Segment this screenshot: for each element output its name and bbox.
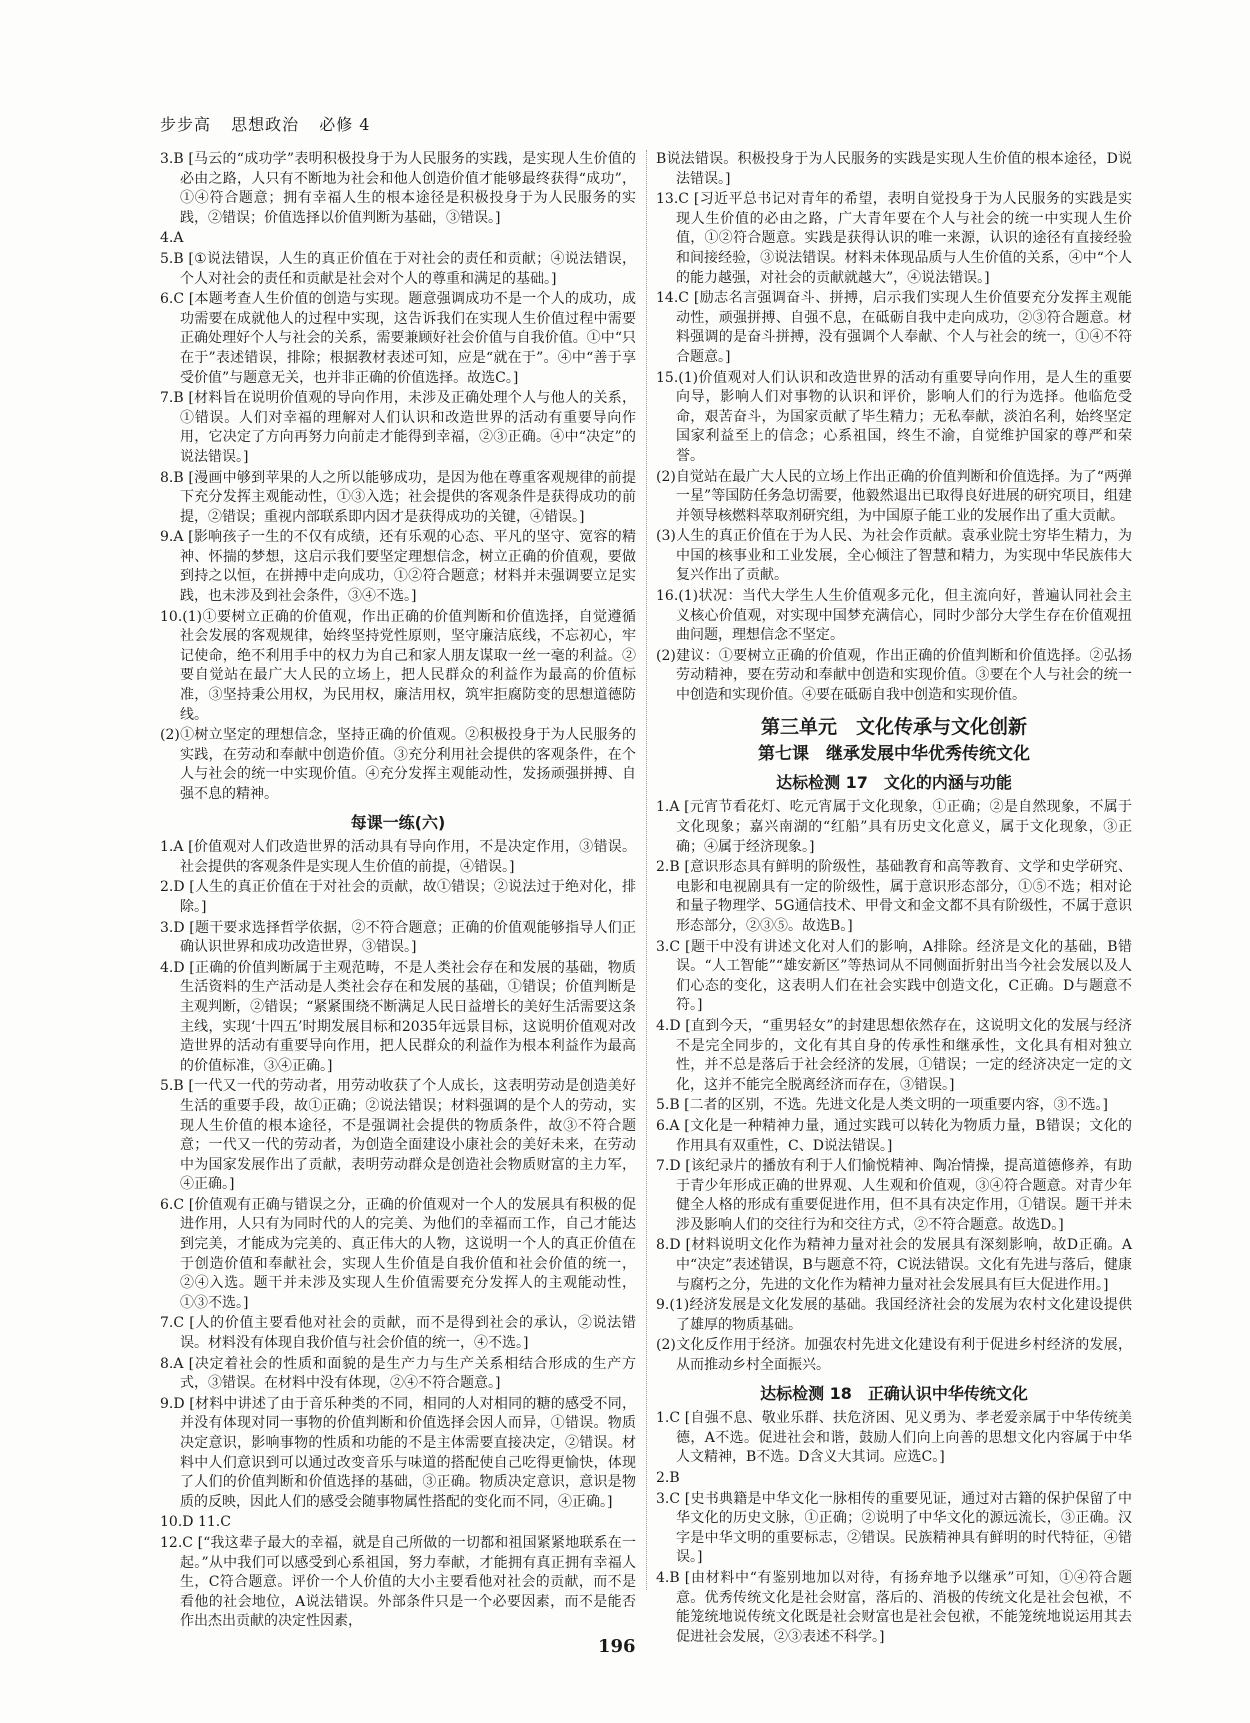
answer-item: 14.C [励志名言强调奋斗、拼搏，启示我们实现人生价值要充分发挥主观能动性，顽强拼搏、自强不息，在砥砺自我中走向成功，②③符合题意。材料强调的是奋斗拼搏，没有强调个人奉献、个人与社会的统一，①④不符合题意。] [656, 290, 1132, 365]
book-title: 步步高 [160, 115, 212, 134]
answer-item: 5.B [①说法错误，人生的真正价值在于对社会的责任和贡献；④说法错误，个人对社会的责任和贡献是社会对个人的尊重和满足的基础。] [160, 250, 636, 287]
answer-item: 2.D [人生的真正价值在于对社会的贡献，故①错误；②说法过于绝对化，排除。] [160, 879, 636, 915]
answer-item: 1.A [元宵节看花灯、吃元宵属于文化现象，①正确；②是自然现象，不属于文化现象；嘉兴南湖的“红船”具有历史文化意义，属于文化现象，③正确；④属于经济现象。] [656, 799, 1132, 855]
answer-item: 1.C [自强不息、敬业乐群、扶危济困、见义勇为、孝老爱亲属于中华传统美德，A不选。促进社会和谐，鼓励人们向上向善的思想文化内容属于中华人文精神，B不选。D含义大其词。应选C。] [656, 1410, 1132, 1466]
answer-item: 3.C [史书典籍是中华文化一脉相传的重要见证，通过对古籍的保护保留了中华文化的历史文脉，①正确；②说明了中华文化的源远流长，③正确。汉字是中华文明的重要标志，②错误。民族精神具有鲜明的时代特征，④错误。] [656, 1490, 1132, 1566]
answer-item: 10.(1)①要树立正确的价值观，作出正确的价值判断和价值选择，自觉遵循社会发展的客观规律，始终坚持党性原则，坚守廉洁底线，不忘初心，牢记使命，绝不利用手中的权力为自己和家人朋友谋取一丝一毫的利益。②要自觉站在最广大人民的立场上，把人民群众的利益作为最高的价值标准，③坚持秉公用权，为民用权，廉洁用权，筑牢拒腐防变的思想道德防线。 [160, 608, 636, 723]
answer-item: (2)文化反作用于经济。加强农村先进文化建设有利于促进乡村经济的发展，从而推动乡村全面振兴。 [656, 1337, 1132, 1374]
answer-item: (2)建议：①要树立正确的价值观，作出正确的价值判断和价值选择。②弘扬劳动精神，要在劳动和奉献中创造和实现价值。③要在个人与社会的统一中创造和实现价值。④要在砥砺自我中创造和实现价值。 [656, 647, 1132, 704]
answer-item: 10.D 11.C [160, 1514, 231, 1531]
answer-item: B说法错误。积极投身于为人民服务的实践是实现人生价值的根本途径，D说法错误。] [656, 151, 1132, 187]
lesson-heading: 第七课 继承发展中华优秀传统文化 [758, 744, 1030, 765]
answer-item: 7.C [人的价值主要看他对社会的贡献，而不是得到社会的承认，②说法错误。材料没有体现自我价值与社会价值的统一，④不选。] [160, 1315, 636, 1352]
answer-item: 2.B [656, 1470, 680, 1486]
answer-item: 3.C [题干中没有讲述文化对人们的影响，A排除。经济是文化的基础，B错误。“人工智能”“雄安新区”等热词从不同侧面折射出当今社会发展以及人们心态的变化，这表明人们在社会实践中创造文化，C正确。D与题意不符。] [656, 938, 1132, 1014]
answer-item: 13.C [习近平总书记对青年的希望，表明自觉投身于为人民服务的实践是实现人生价值的必由之路，广大青年要在个人与社会的统一中实现人生价值，①②符合题意。实践是获得认识的唯一来源，认识的途径有直接经验和间接经验，③说法错误。材料未体现品质与人生价值的关系，④中“个人的能力越强，对社会的贡献就越大”，④说法错误。] [656, 191, 1132, 286]
unit-heading: 第三单元 文化传承与文化创新 [760, 715, 1027, 738]
answer-item: 9.D [材料中讲述了由于音乐种类的不同，相同的人对相同的糖的感受不同，并没有体现对同一事物的价值判断和价值选择会因人而异，①错误。物质决定意识，影响事物的性质和功能的不是主体需要直接决定，②错误。材料中人们意识到可以通过改变音乐与味道的搭配使自己吃得更愉快，体现了人们的价值判断和价值选择的基础，③正确。物质决定意识，意识是物质的反映，因此人们的感受会随事物属性搭配的变化而不同，④正确。] [160, 1395, 636, 1510]
page-number: 196 [598, 1636, 636, 1657]
answer-item: (2)①树立坚定的理想信念，坚持正确的价值观。②积极投身于为人民服务的实践，在劳动和奉献中创造价值。③充分利用社会提供的客观条件，在个人与社会的统一中实现价值。④充分发挥主观能动性，发扬顽强拼搏、自强不息的精神。 [160, 727, 636, 802]
volume-title: 必修 4 [319, 115, 371, 134]
answer-item: 5.B [二者的区别，不选。先进文化是人类文明的一项重要内容，③不选。] [656, 1097, 1109, 1114]
answer-item: 4.D [直到今天，“重男轻女”的封建思想依然存在，这说明文化的发展与经济不是完全同步的，文化有其自身的传承性和继承性，文化具有相对独立性，并不总是落后于社会经济的发展，①错误；一定的经济决定一定的文化，这并不能完全脱离经济而存在，③错误。] [656, 1017, 1132, 1093]
answer-item: (2)自觉站在最广大人民的立场上作出正确的价值判断和价值选择。为了“两弹一星”等国防任务急切需要，他毅然退出已取得良好进展的研究项目，组建并领导核燃料萃取剂研究组，为中国原子能工业的发展作出了重大贡献。 [656, 468, 1132, 524]
answer-item: 12.C [“我这辈子最大的幸福，就是自己所做的一切都和祖国紧紧地联系在一起。”从中我们可以感受到心系祖国，努力奉献，才能拥有真正拥有幸福人生，C符合题意。评价一个人价值的大小主要看他对社会的贡献，而不是看他的社会地位，A说法错误。外部条件只是一个必要因素，而不是能否作出杰出贡献的决定性因素， [160, 1534, 636, 1630]
right-column [656, 150, 1132, 1648]
answer-item: 4.D [正确的价值判断属于主观范畴，不是人类社会存在和发展的基础，物质生活资料的生产活动是人类社会存在和发展的基础，①错误；价值判断是主观判断，②错误；“紧紧围绕不断满足人民日益增长的美好生活需要这条主线，实现‘十四五’时期发展目标和2035年远景目标，这说明价值观对改造世界的活动有重要导向作用，把人民群众的利益作为根本利益作为最高的价值标准，③④正确。] [160, 959, 636, 1074]
page-header [160, 112, 385, 135]
section-heading: 每课一练(六) [350, 812, 446, 832]
answer-item: 4.A [160, 230, 184, 247]
subject-title: 思想政治 [231, 115, 300, 134]
answer-item: 9.(1)经济发展是文化发展的基础。我国经济社会的发展为农村文化建设提供了雄厚的物质基础。 [656, 1297, 1132, 1333]
answer-item: 8.B [漫画中够到苹果的人之所以能够成功，是因为他在尊重客观规律的前提下充分发挥主观能动性，①③入选；社会提供的客观条件是获得成功的前提，②错误；重视内部联系即内因才是获得成功的关键，④错误。] [160, 469, 636, 525]
answer-item: 7.B [材料旨在说明价值观的导向作用，未涉及正确处理个人与他人的关系，①错误。人们对幸福的理解对人们认识和改造世界的活动有重要导向作用，它决定了方向再努力向前走才能得到幸福，②③正确。④中“决定”的说法错误。] [160, 390, 636, 465]
answer-item: 3.B [马云的“成功学”表明积极投身于为人民服务的实践，是实现人生价值的必由之路，人只有不断地为社会和他人创造价值才能够最终获得“成功”，①④符合题意；拥有幸福人生的根本途径是积极投身于为人民服务的实践，②错误；价值选择以价值判断为基础，③错误。] [160, 151, 636, 226]
answer-item: 4.B [由材料中“有鉴别地加以对待，有扬弃地予以继承”可知，①④符合题意。优秀传统文化是社会财富，落后的、消极的传统文化是社会包袱，不能笼统地说传统文化既是社会财富也是社会包袱，不能笼统地说运用其去促进社会发展，②③表述不科学。] [656, 1569, 1132, 1645]
answer-item: (3)人生的真正价值在于为人民、为社会作贡献。袁承业院士穷毕生精力，为中国的核事业和工业发展，全心倾注了智慧和精力，为实现中华民族伟大复兴作出了贡献。 [656, 528, 1132, 584]
answer-item: 8.A [决定着社会的性质和面貌的是生产力与生产关系相结合形成的生产方式，③错误。在材料中没有体现，②④不符合题意。] [160, 1355, 636, 1392]
answer-item: 6.C [本题考查人生价值的创造与实现。题意强调成功不是一个人的成功，成功需要在成就他人的过程中实现，这告诉我们在实现人生价值过程中需要正确处理好个人与社会的关系，需要兼顾好社会价值与自我价值。①中“只在于”表述错误，排除；根据教材表述可知，应是“就在于”。④中“善于享受价值”与题意无关，也并非正确的价值选择。故选C。] [160, 291, 636, 386]
answer-item: 6.A [文化是一种精神力量，通过实践可以转化为物质力量，B错误；文化的作用具有双重性，C、D说法错误。] [656, 1117, 1132, 1154]
answer-item: 15.(1)价值观对人们认识和改造世界的活动有重要导向作用，是人生的重要向导，影响人们对事物的认识和评价，影响人们的行为选择。他临危受命，艰苦奋斗，为国家贡献了毕生精力；无私奉献，淡泊名利，始终坚定国家利益至上的信念；心系祖国，终生不渝，自觉维护国家的尊严和荣誉。 [656, 369, 1132, 464]
column-divider [646, 150, 647, 1590]
answer-item: 8.D [材料说明文化作为精神力量对社会的发展具有深刻影响，故D正确。A中“决定”表述错误，B与题意不符，C说法错误。文化有先进与落后，健康与腐朽之分，先进的文化作为精神力量对社会发展具有巨大促进作用。] [656, 1237, 1132, 1293]
answer-item: 7.D [该纪录片的播放有利于人们愉悦精神、陶冶情操，提高道德修养，有助于青少年形成正确的世界观、人生观和价值观，③④符合题意。对青少年健全人格的形成有重要促进作用，但不具有决定作用，①错误。题干并未涉及影响人们的交往行为和交往方式，②不符合题意。故选D。] [656, 1158, 1132, 1233]
section-heading: 达标检测 18 正确认识中华传统文化 [760, 1383, 1028, 1403]
answer-item: 5.B [一代又一代的劳动者，用劳动收获了个人成长，这表明劳动是创造美好生活的重要手段，故①正确；②说法错误；材料强调的是个人的劳动，实现人生价值的根本途径，不是强调社会提供的物质条件，故③不符合题意；一代又一代的劳动者，为创造全面建设小康社会的美好未来，在劳动中为国家发展作出了贡献，表明劳动群众是创造社会物质财富的主力军，④正确。] [160, 1078, 636, 1193]
answer-item: 3.D [题干要求选择哲学依据，②不符合题意；正确的价值观能够指导人们正确认识世界和成功改造世界，③错误。] [160, 919, 636, 956]
answer-item: 1.A [价值观对人们改造世界的活动具有导向作用，不是决定作用，③错误。社会提供的客观条件是实现人生价值的前提，④错误。] [160, 839, 636, 875]
answer-item: 16.(1)状况：当代大学生人生价值观多元化，但主流向好，普遍认同社会主义核心价值观，对实现中国梦充满信心，同时少部分大学生存在价值观扭曲问题，理想信念不坚定。 [656, 588, 1132, 644]
section-heading: 达标检测 17 文化的内涵与功能 [776, 772, 1012, 792]
left-column [160, 150, 636, 1633]
answer-item: 2.B [意识形态具有鲜明的阶级性，基础教育和高等教育、文学和史学研究、电影和电视剧具有一定的阶级性，属于意识形态部分，①⑤不选；相对论和量子物理学、5G通信技术、甲骨文和金文都不具有阶级性，不属于意识形态部分，②③⑤。故选B。] [656, 859, 1132, 934]
answer-item: 9.A [影响孩子一生的不仅有成绩，还有乐观的心态、平凡的坚守、宽容的精神、怀揣的梦想，这启示我们要坚定理想信念，树立正确的价值观，要做到持之以恒，在拼搏中走向成功，①②符合题意；材料并未强调要立足实践，也未涉及到社会条件，③④不选。] [160, 529, 636, 605]
answer-item: 6.C [价值观有正确与错误之分，正确的价值观对一个人的发展具有积极的促进作用，人只有为同时代的人的完美、为他们的幸福而工作，自己才能达到完美，才能成为完美的、真正伟大的人物，这说明一个人的真正价值在于创造价值和奉献社会，实现人生价值是自我价值和社会价值的统一，②④入选。题干并未涉及实现人生价值需要充分发挥人的主观能动性，①③不选。] [160, 1196, 636, 1311]
